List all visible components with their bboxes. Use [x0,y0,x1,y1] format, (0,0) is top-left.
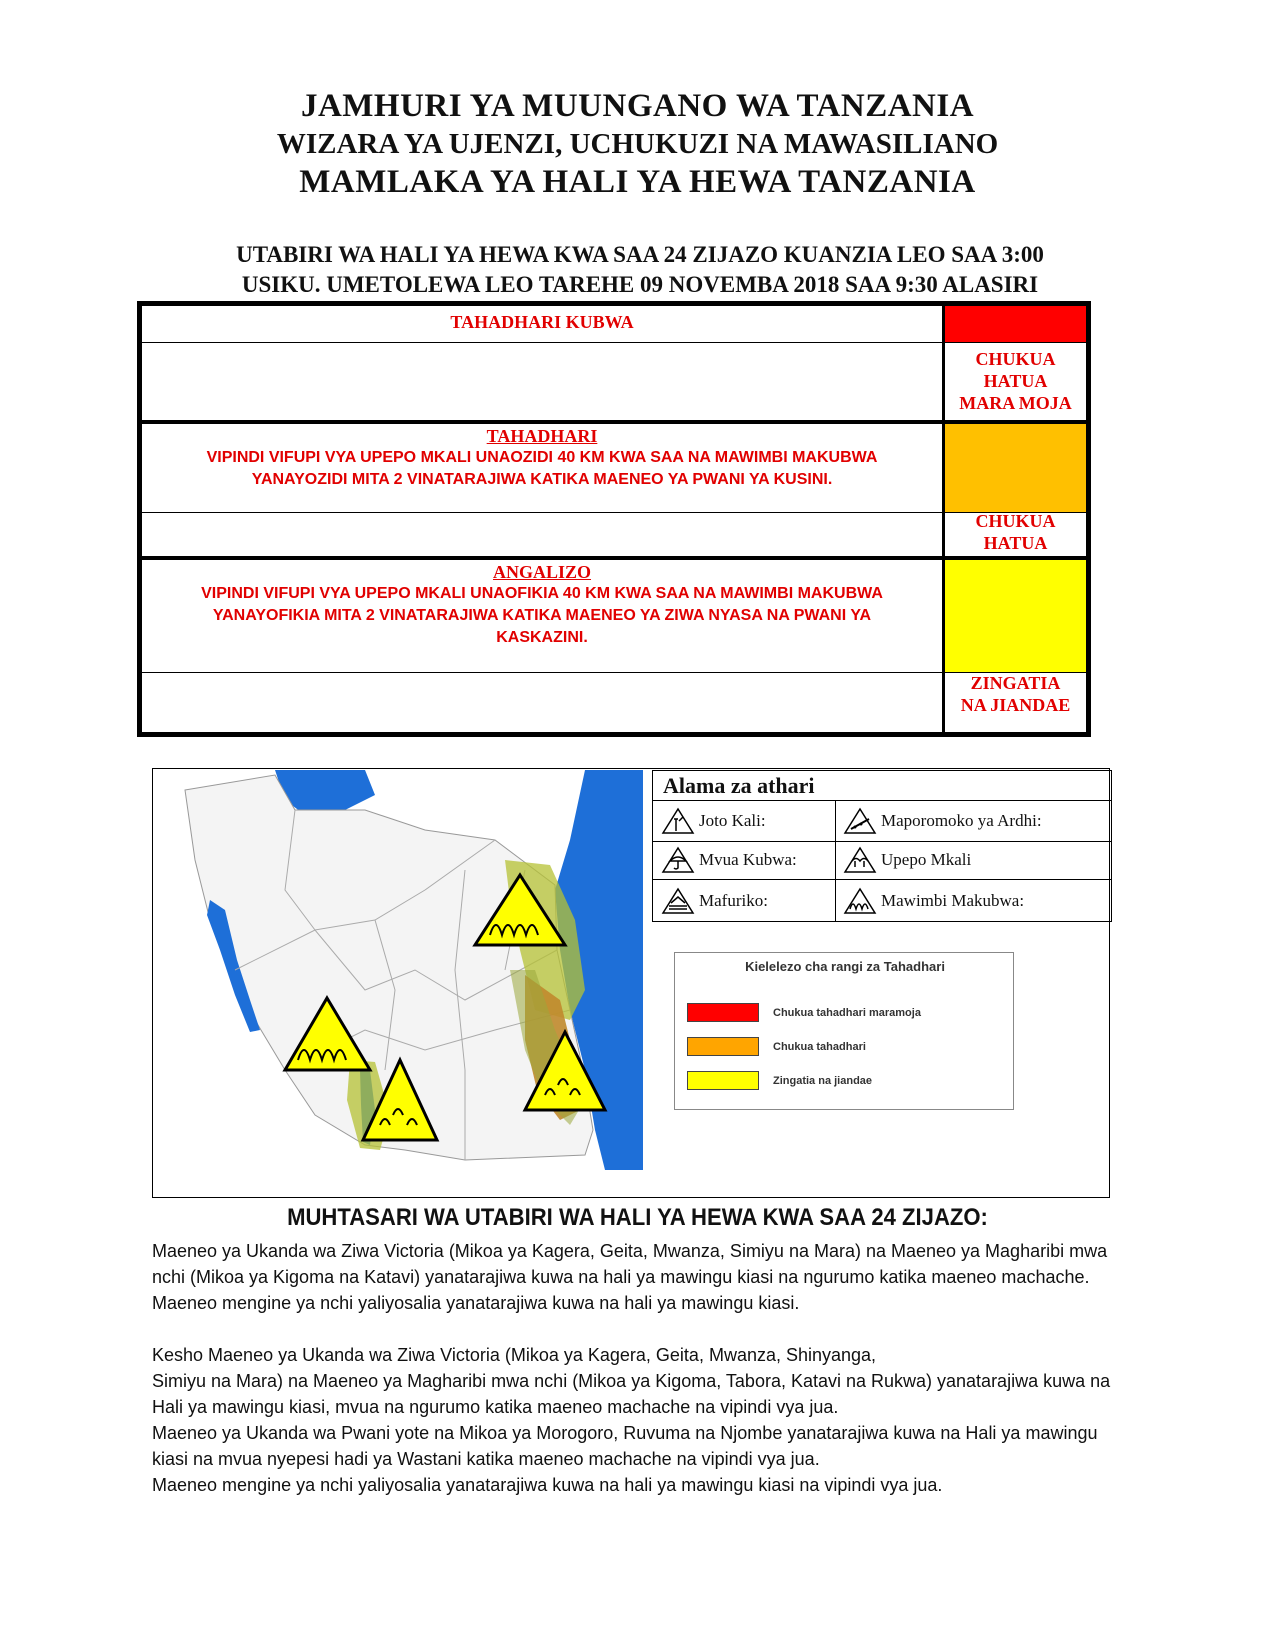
major-warning-swatch [945,306,1086,342]
major-warning-title: TAHADHARI KUBWA [450,312,634,332]
legend-item-heat: Joto Kali: [653,801,835,841]
advisory-text: VIPINDI VIFUPI VYA UPEPO MKALI UNAOFIKIA 40 KM KWA SAA NA MAWIMBI MAKUBWA YANAYOFIKIA MITA 2 VINATARAJIWA KATIKA MAENEO YA ZIWA NYASA NA PWANI YA KASKAZINI. [201,585,883,646]
warning-swatch [945,424,1086,512]
heavy-rain-icon [661,846,695,874]
advisory-row [142,556,1086,673]
forecast-intro [150,240,1130,300]
legend-item-heavy-rain: Mvua Kubwa: [653,841,835,879]
intro-line-1: UTABIRI WA HALI YA HEWA KWA SAA 24 ZIJAZO KUANZIA LEO SAA 3:00 [236,242,1044,267]
landslide-icon [843,807,877,835]
header-agency: MAMLAKA YA HALI YA HEWA TANZANIA [299,164,976,200]
color-key-yellow: Zingatia na jiandae [687,1071,872,1090]
header-ministry: WIZARA YA UJENZI, UCHUKUZI NA MAWASILIANO [276,128,999,160]
heat-icon [661,807,695,835]
header-country: JAMHURI YA MUUNGANO WA TANZANIA [300,88,975,124]
warning-text: VIPINDI VIFUPI VYA UPEPO MKALI UNAOZIDI 40 KM KWA SAA NA MAWIMBI MAKUBWA YANAYOZIDI MITA 2 VINATARAJIWA KATIKA MAENEO YA PWANI YA KUSINI. [206,449,878,488]
major-warning-body-row [142,342,1086,421]
large-waves-icon [843,887,877,915]
legend-item-large-waves: Mawimbi Makubwa: [835,879,1113,923]
advisory-swatch [945,560,1086,672]
color-key-orange: Chukua tahadhari [687,1037,866,1056]
color-key-red: Chukua tahadhari maramoja [687,1003,921,1022]
warning-table [137,301,1091,737]
summary-paragraph-5: Maeneo ya Ukanda wa Pwani yote na Mikoa ya Morogoro, Ruvuma na Njombe yanatarajiwa kuwa na Hali ya mawingu kiasi na mvua nyepesi hadi ya Wastani katika maeneo machache na vipindi vya jua. [152,1423,1098,1469]
summary-paragraph-2: Maeneo mengine ya nchi yaliyosalia yanatarajiwa kuwa na hali ya mawingu kiasi. [152,1293,800,1313]
summary-title: MUHTASARI WA UTABIRI WA HALI YA HEWA KWA SAA 24 ZIJAZO: [287,1204,988,1231]
summary-text [152,1238,1112,1498]
legend-item-flood: Mafuriko: [653,879,835,923]
alert-color-key [674,952,1014,1110]
warning-action: CHUKUA HATUA [975,511,1056,553]
major-warning-text [142,342,945,420]
summary-paragraph-6: Maeneo mengine ya nchi yaliyosalia yanatarajiwa kuwa na hali ya mawingu kiasi na vipindi vya jua. [152,1475,943,1495]
major-warning-action: CHUKUA HATUA MARA MOJA [959,349,1072,413]
legend-item-strong-wind: Upepo Mkali [835,841,1113,879]
advisory-action: ZINGATIA NA JIANDAE [960,673,1071,715]
flood-icon [661,887,695,915]
intro-line-2: USIKU. UMETOLEWA LEO TAREHE 09 NOVEMBA 2018 SAA 9:30 ALASIRI [241,272,1039,297]
strong-wind-icon [843,846,877,874]
legend-item-landslide: Maporomoko ya Ardhi: [835,801,1113,841]
advisory-action-row [142,668,1086,732]
summary-paragraph-3: Kesho Maeneo ya Ukanda wa Ziwa Victoria (Mikoa ya Kagera, Geita, Mwanza, Shinyanga, [152,1345,877,1365]
legend-grid [652,800,1112,922]
tanzania-warning-map [165,770,643,1170]
warning-row [142,420,1086,513]
summary-paragraph-4: Simiyu na Mara) na Maeneo ya Magharibi mwa nchi (Mikoa ya Kigoma, Tabora, Katavi na Rukwa) yanatarajiwa kuwa na Hali ya mawingu kiasi, mvua na ngurumo katika maeneo machache na vipindi vya jua. [152,1371,1111,1417]
warning-action-row [142,508,1086,557]
summary-paragraph-1: Maeneo ya Ukanda wa Ziwa Victoria (Mikoa ya Kagera, Geita, Mwanza, Simiyu na Mara) na Maeneo ya Magharibi mwa nchi (Mikoa ya Kigoma na Katavi) yanatarajiwa kuwa na hali ya mawingu kiasi na ngurumo katika maeneo machache. [152,1241,1108,1287]
legend-title: Alama za athari [652,770,1112,800]
color-key-title: Kielelezo cha rangi za Tahadhari [745,959,945,974]
major-warning-row [142,306,1086,343]
warning-title: TAHADHARI [486,426,598,446]
advisory-title: ANGALIZO [492,562,591,582]
